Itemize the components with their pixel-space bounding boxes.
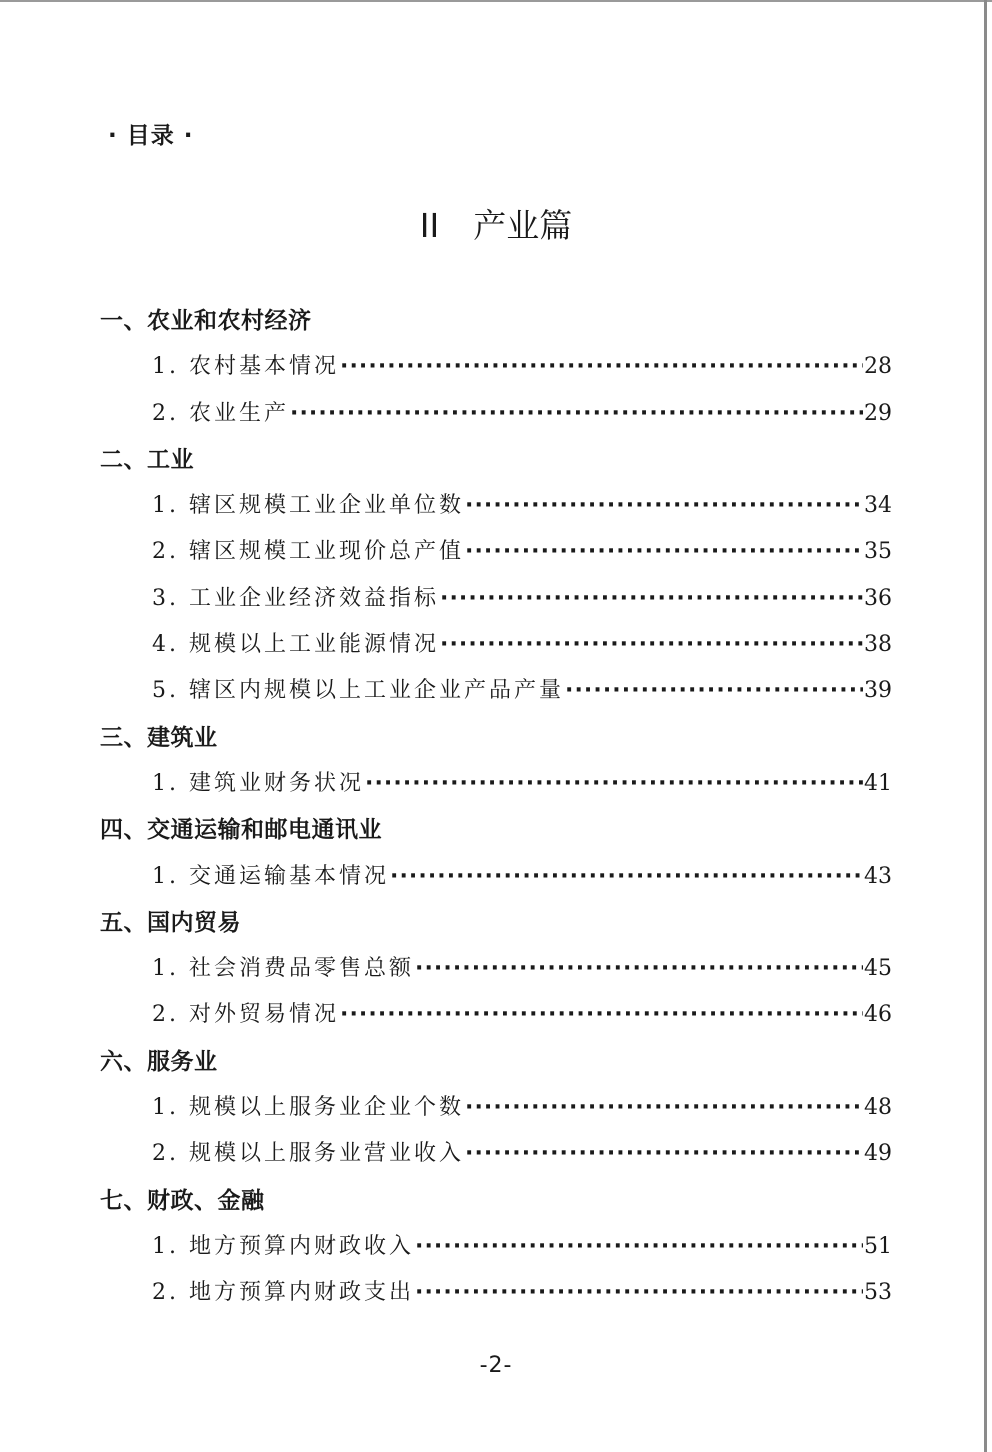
table-of-contents — [100, 298, 892, 1317]
toc-entry-page: 49 — [864, 1141, 892, 1167]
toc-entry-page: 46 — [864, 1002, 892, 1028]
toc-entry-label: 1. 农村基本情况 — [152, 354, 339, 380]
dot-leader — [415, 946, 863, 992]
dot-leader — [340, 992, 863, 1038]
toc-category: 四、交通运输和邮电通讯业 — [100, 817, 382, 844]
section-name: 产业篇 — [473, 206, 573, 245]
dot-leader — [465, 1085, 863, 1131]
dot-leader — [390, 854, 863, 900]
toc-entry[interactable] — [152, 344, 892, 390]
section-number: II — [419, 206, 440, 245]
toc-entry-page: 34 — [864, 493, 892, 519]
toc-entry-page: 38 — [864, 632, 892, 658]
toc-entry-page: 43 — [864, 863, 892, 889]
toc-entry-label: 2. 对外贸易情况 — [152, 1002, 339, 1028]
toc-entry-label: 2. 农业生产 — [152, 400, 289, 426]
toc-entry[interactable] — [152, 391, 892, 437]
toc-category: 五、国内贸易 — [100, 909, 241, 936]
toc-entry-label: 1. 交通运输基本情况 — [152, 863, 389, 889]
dot-leader — [465, 483, 863, 529]
toc-entry-page: 36 — [864, 585, 892, 611]
section-title — [0, 200, 992, 247]
toc-entry[interactable] — [152, 1131, 892, 1177]
toc-entry[interactable] — [152, 761, 892, 807]
dot-leader — [565, 668, 863, 714]
toc-entry-label: 1. 规模以上服务业企业个数 — [152, 1095, 464, 1121]
dot-leader — [340, 344, 863, 390]
toc-entry[interactable] — [152, 946, 892, 992]
toc-entry-page: 45 — [864, 956, 892, 982]
toc-category: 三、建筑业 — [100, 724, 218, 751]
toc-entry-page: 48 — [864, 1095, 892, 1121]
toc-entry-page: 39 — [864, 678, 892, 704]
toc-entry-label: 5. 辖区内规模以上工业企业产品产量 — [152, 678, 564, 704]
toc-entry[interactable] — [152, 529, 892, 575]
toc-entry-label: 4. 规模以上工业能源情况 — [152, 632, 439, 658]
dot-leader — [290, 391, 863, 437]
dot-leader — [415, 1224, 863, 1270]
dot-leader — [465, 1131, 863, 1177]
toc-entry-label: 2. 规模以上服务业营业收入 — [152, 1141, 464, 1167]
toc-entry[interactable] — [152, 1224, 892, 1270]
toc-entry-page: 53 — [864, 1280, 892, 1306]
toc-entry-label: 1. 辖区规模工业企业单位数 — [152, 493, 464, 519]
toc-entry-page: 41 — [864, 770, 892, 796]
toc-entry-label: 1. 建筑业财务状况 — [152, 770, 364, 796]
dot-leader — [365, 761, 863, 807]
toc-entry-label: 3. 工业企业经济效益指标 — [152, 585, 439, 611]
toc-entry[interactable] — [152, 483, 892, 529]
toc-entry-page: 28 — [864, 354, 892, 380]
toc-entry-page: 51 — [864, 1233, 892, 1259]
dot-leader — [415, 1270, 863, 1316]
dot-leader — [440, 622, 863, 668]
toc-entry[interactable] — [152, 622, 892, 668]
toc-category: 二、工业 — [100, 446, 194, 473]
toc-entry[interactable] — [152, 1270, 892, 1316]
toc-entry[interactable] — [152, 576, 892, 622]
toc-entry-label: 2. 辖区规模工业现价总产值 — [152, 539, 464, 565]
toc-entry[interactable] — [152, 668, 892, 714]
toc-entry-page: 35 — [864, 539, 892, 565]
dot-leader — [465, 529, 863, 575]
toc-entry-page: 29 — [864, 400, 892, 426]
toc-category: 一、农业和农村经济 — [100, 308, 312, 334]
toc-entry-label: 1. 地方预算内财政收入 — [152, 1233, 414, 1259]
page-number: -2- — [479, 1353, 513, 1378]
toc-category: 七、财政、金融 — [100, 1187, 265, 1214]
toc-entry-label: 2. 地方预算内财政支出 — [152, 1280, 414, 1306]
toc-category: 六、服务业 — [100, 1048, 218, 1075]
page-top-edge — [0, 0, 992, 2]
toc-entry[interactable] — [152, 1085, 892, 1131]
running-header: · 目录 · — [108, 123, 194, 149]
dot-leader — [440, 576, 863, 622]
toc-entry-label: 1. 社会消费品零售总额 — [152, 956, 414, 982]
toc-entry[interactable] — [152, 992, 892, 1038]
toc-entry[interactable] — [152, 854, 892, 900]
